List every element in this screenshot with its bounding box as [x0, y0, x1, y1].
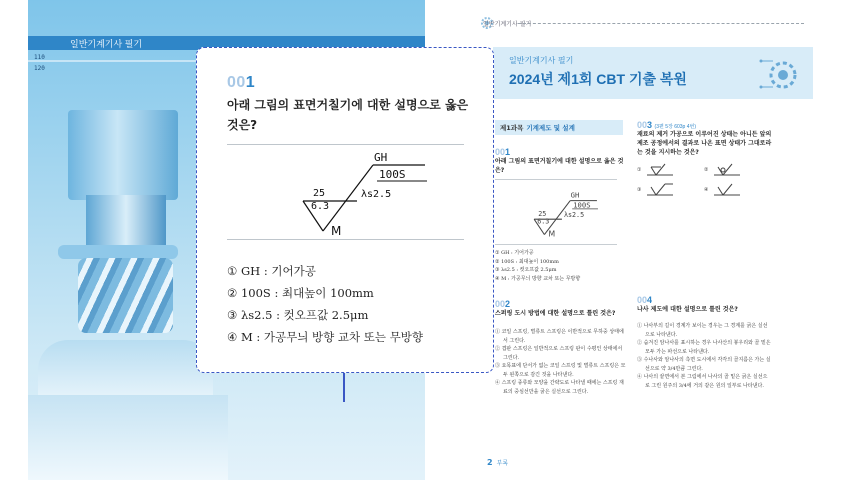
mini-q2-option-3[interactable]: ③ 요목표에 단서가 없는 코일 스프링 및 벌류트 스프링은 모두 왼쪽으로 감긴 것을 나타낸다. — [495, 363, 626, 378]
mini-q1-prefix: 00 — [495, 147, 506, 157]
mini-25-text: 25 — [538, 210, 547, 219]
scale-ruler — [34, 52, 45, 74]
mini-q3-label: ④ — [704, 187, 709, 193]
surface-roughness-symbol-svg — [227, 145, 464, 241]
section-label: 제1과목 — [500, 124, 524, 132]
mini-q3-option-2[interactable] — [704, 163, 765, 177]
callout-connector-line — [343, 372, 345, 402]
mini-roughness-symbol-svg — [495, 180, 617, 246]
mini-question-1-number — [495, 147, 627, 157]
footer-section: 부록 — [496, 460, 509, 467]
mini-q4-option-4[interactable]: ④ 나사의 끝면에서 본 그림에서 나사의 골 밑은 굵은 실선으로 그린 원주의 3/4에 거의 같은 원의 일부로 나타낸다. — [637, 374, 768, 389]
answer-option-3[interactable]: ③ λs2.5 : 컷오프값 2.5μm — [227, 308, 369, 322]
symbol-63-text: 6.3 — [311, 201, 330, 212]
mini-63-text: 6.3 — [537, 217, 550, 226]
subject-section-header — [495, 120, 623, 135]
banner-subtitle: 일반기계기사 필기 — [509, 56, 574, 65]
mini-q4-option-1[interactable]: ① 나사부의 길이 경계가 보이는 경우는 그 경계를 굵은 실선으로 나타낸다. — [637, 323, 768, 338]
mini-q2-option-2[interactable]: ② 겹판 스프링은 일반적으로 스프링 판이 수평인 상태에서 그린다. — [495, 346, 623, 361]
question-number-digit: 1 — [245, 74, 256, 91]
mini-q1-option-2[interactable]: ② 100S : 최대높이 100mm — [495, 258, 559, 265]
machine-spindle-image — [68, 110, 178, 200]
symbol-gh-text: GH — [374, 151, 388, 164]
question-number-prefix: 00 — [227, 74, 246, 91]
mini-q3-label: ② — [704, 167, 709, 173]
right-page-right-column — [637, 120, 772, 390]
mini-gh-text: GH — [570, 190, 580, 200]
page-footer — [487, 458, 508, 467]
mini-q3-option-3[interactable] — [637, 183, 698, 197]
machine-chuck-image — [86, 195, 166, 245]
answer-option-4[interactable]: ④ M : 가공무늬 방향 교차 또는 무방향 — [227, 330, 423, 344]
symbol-100s-text: 100S — [379, 168, 406, 181]
mini-q3-option-1[interactable] — [637, 163, 698, 177]
ruler-tick-label: 110 — [34, 54, 45, 61]
running-head-rule — [518, 23, 804, 24]
question-callout-box — [196, 47, 494, 373]
mini-q4-digit: 4 — [647, 295, 653, 305]
mini-q3-prefix: 00 — [637, 120, 648, 130]
mini-lambda-text: λs2.5 — [563, 211, 585, 220]
mini-question-1-text: 아래 그림의 표면거칠기에 대한 설명으로 옳은 것은? — [495, 158, 624, 174]
roughness-circle-icon — [712, 163, 742, 177]
mini-q3-label: ③ — [637, 187, 642, 193]
mini-q2-prefix: 00 — [495, 299, 506, 309]
mini-q1-option-4[interactable]: ④ M : 가공무늬 방향 교차 또는 무방향 — [495, 275, 581, 282]
symbol-lambda-text: λs2.5 — [361, 189, 392, 200]
ruler-tick-label: 120 — [34, 65, 45, 72]
mini-question-2-text: 스퍼링 도시 방법에 대한 설명으로 틀린 것은? — [495, 310, 616, 317]
chapter-banner — [493, 47, 813, 99]
roughness-basic-icon — [712, 183, 742, 197]
mini-100s-text: 100S — [573, 200, 591, 210]
answer-options — [227, 260, 487, 348]
milling-cutter-image — [78, 258, 173, 333]
running-head: 일반기계기사 필기 — [483, 21, 532, 28]
mini-q3-label: ① — [637, 167, 642, 173]
mini-q2-option-4[interactable]: ④ 스프링 종류와 모양을 간략도로 나타낼 때에는 스프링 재료의 중심선만을 굵은 실선으로 그린다. — [495, 380, 624, 395]
roughness-bar-icon — [645, 183, 675, 197]
mini-q1-option-1[interactable]: ① GH : 기어가공 — [495, 250, 534, 256]
mini-question-3-text: 재료의 제거 가공으로 이루어진 상태는 아니든 앞의 제조 공정에서의 결과로 나온 표면 상태가 그대로라는 것을 지시하는 것은? — [637, 131, 772, 156]
mini-q2-digit: 2 — [505, 299, 511, 309]
mini-q1-digit: 1 — [505, 147, 511, 157]
left-page-header-title: 일반기계기사 필기 — [70, 39, 143, 49]
mini-q4-prefix: 00 — [637, 295, 648, 305]
surface-roughness-figure — [227, 144, 464, 240]
answer-option-1[interactable]: ① GH : 기어가공 — [227, 264, 316, 278]
right-page-left-column — [495, 120, 627, 396]
mini-question-4-text: 나사 제도에 대한 설명으로 틀린 것은? — [637, 306, 738, 313]
symbol-m-text: M — [331, 224, 342, 238]
mini-q2-option-1[interactable]: ① 코일 스프링, 벌류트 스프링은 이반적으로 무하중 상태에서 그린다. — [495, 329, 624, 344]
question-number — [227, 74, 255, 92]
mini-q4-option-3[interactable]: ③ 수나사와 암나사의 측면 도시에서 각각의 골지름은 가는 실선으로 약 3/4만큼 그린다. — [637, 357, 771, 372]
answer-option-2[interactable]: ② 100S : 최대높이 100mm — [227, 286, 374, 300]
page-number: 2 — [487, 458, 493, 467]
mini-question-4-number — [637, 295, 772, 305]
mini-m-text: M — [548, 229, 556, 239]
question-text: 아래 그림의 표면거칠기에 대한 설명으로 옳은 것은? — [227, 98, 469, 132]
machine-table-image — [28, 395, 228, 480]
mini-q3-digit: 3 — [647, 120, 653, 130]
section-title: 기계제도 및 설계 — [526, 124, 575, 132]
banner-title: 2024년 제1회 CBT 기출 복원 — [509, 71, 687, 87]
mini-q4-option-2[interactable]: ② 숨겨진 암나사를 표시하는 경우 나사산의 봉우리와 골 밑은 모두 가는 파선으로 나타낸다. — [637, 340, 771, 355]
circuit-gear-icon — [759, 51, 805, 97]
machine-collar-image — [58, 245, 178, 259]
mini-question-2-number — [495, 299, 627, 309]
mini-q3-reference: (3편 5장 603p 4번) — [654, 124, 697, 130]
mini-q3-option-4[interactable] — [704, 183, 765, 197]
symbol-25-text: 25 — [313, 188, 326, 199]
mini-q3-symbol-options — [637, 163, 765, 197]
mini-roughness-figure — [495, 179, 617, 245]
roughness-check-icon — [645, 163, 675, 177]
mini-q1-option-3[interactable]: ③ λs2.5 : 컷오프값 2.5μm — [495, 267, 557, 273]
machine-base-image — [38, 340, 213, 400]
mini-question-3-number — [637, 120, 772, 130]
